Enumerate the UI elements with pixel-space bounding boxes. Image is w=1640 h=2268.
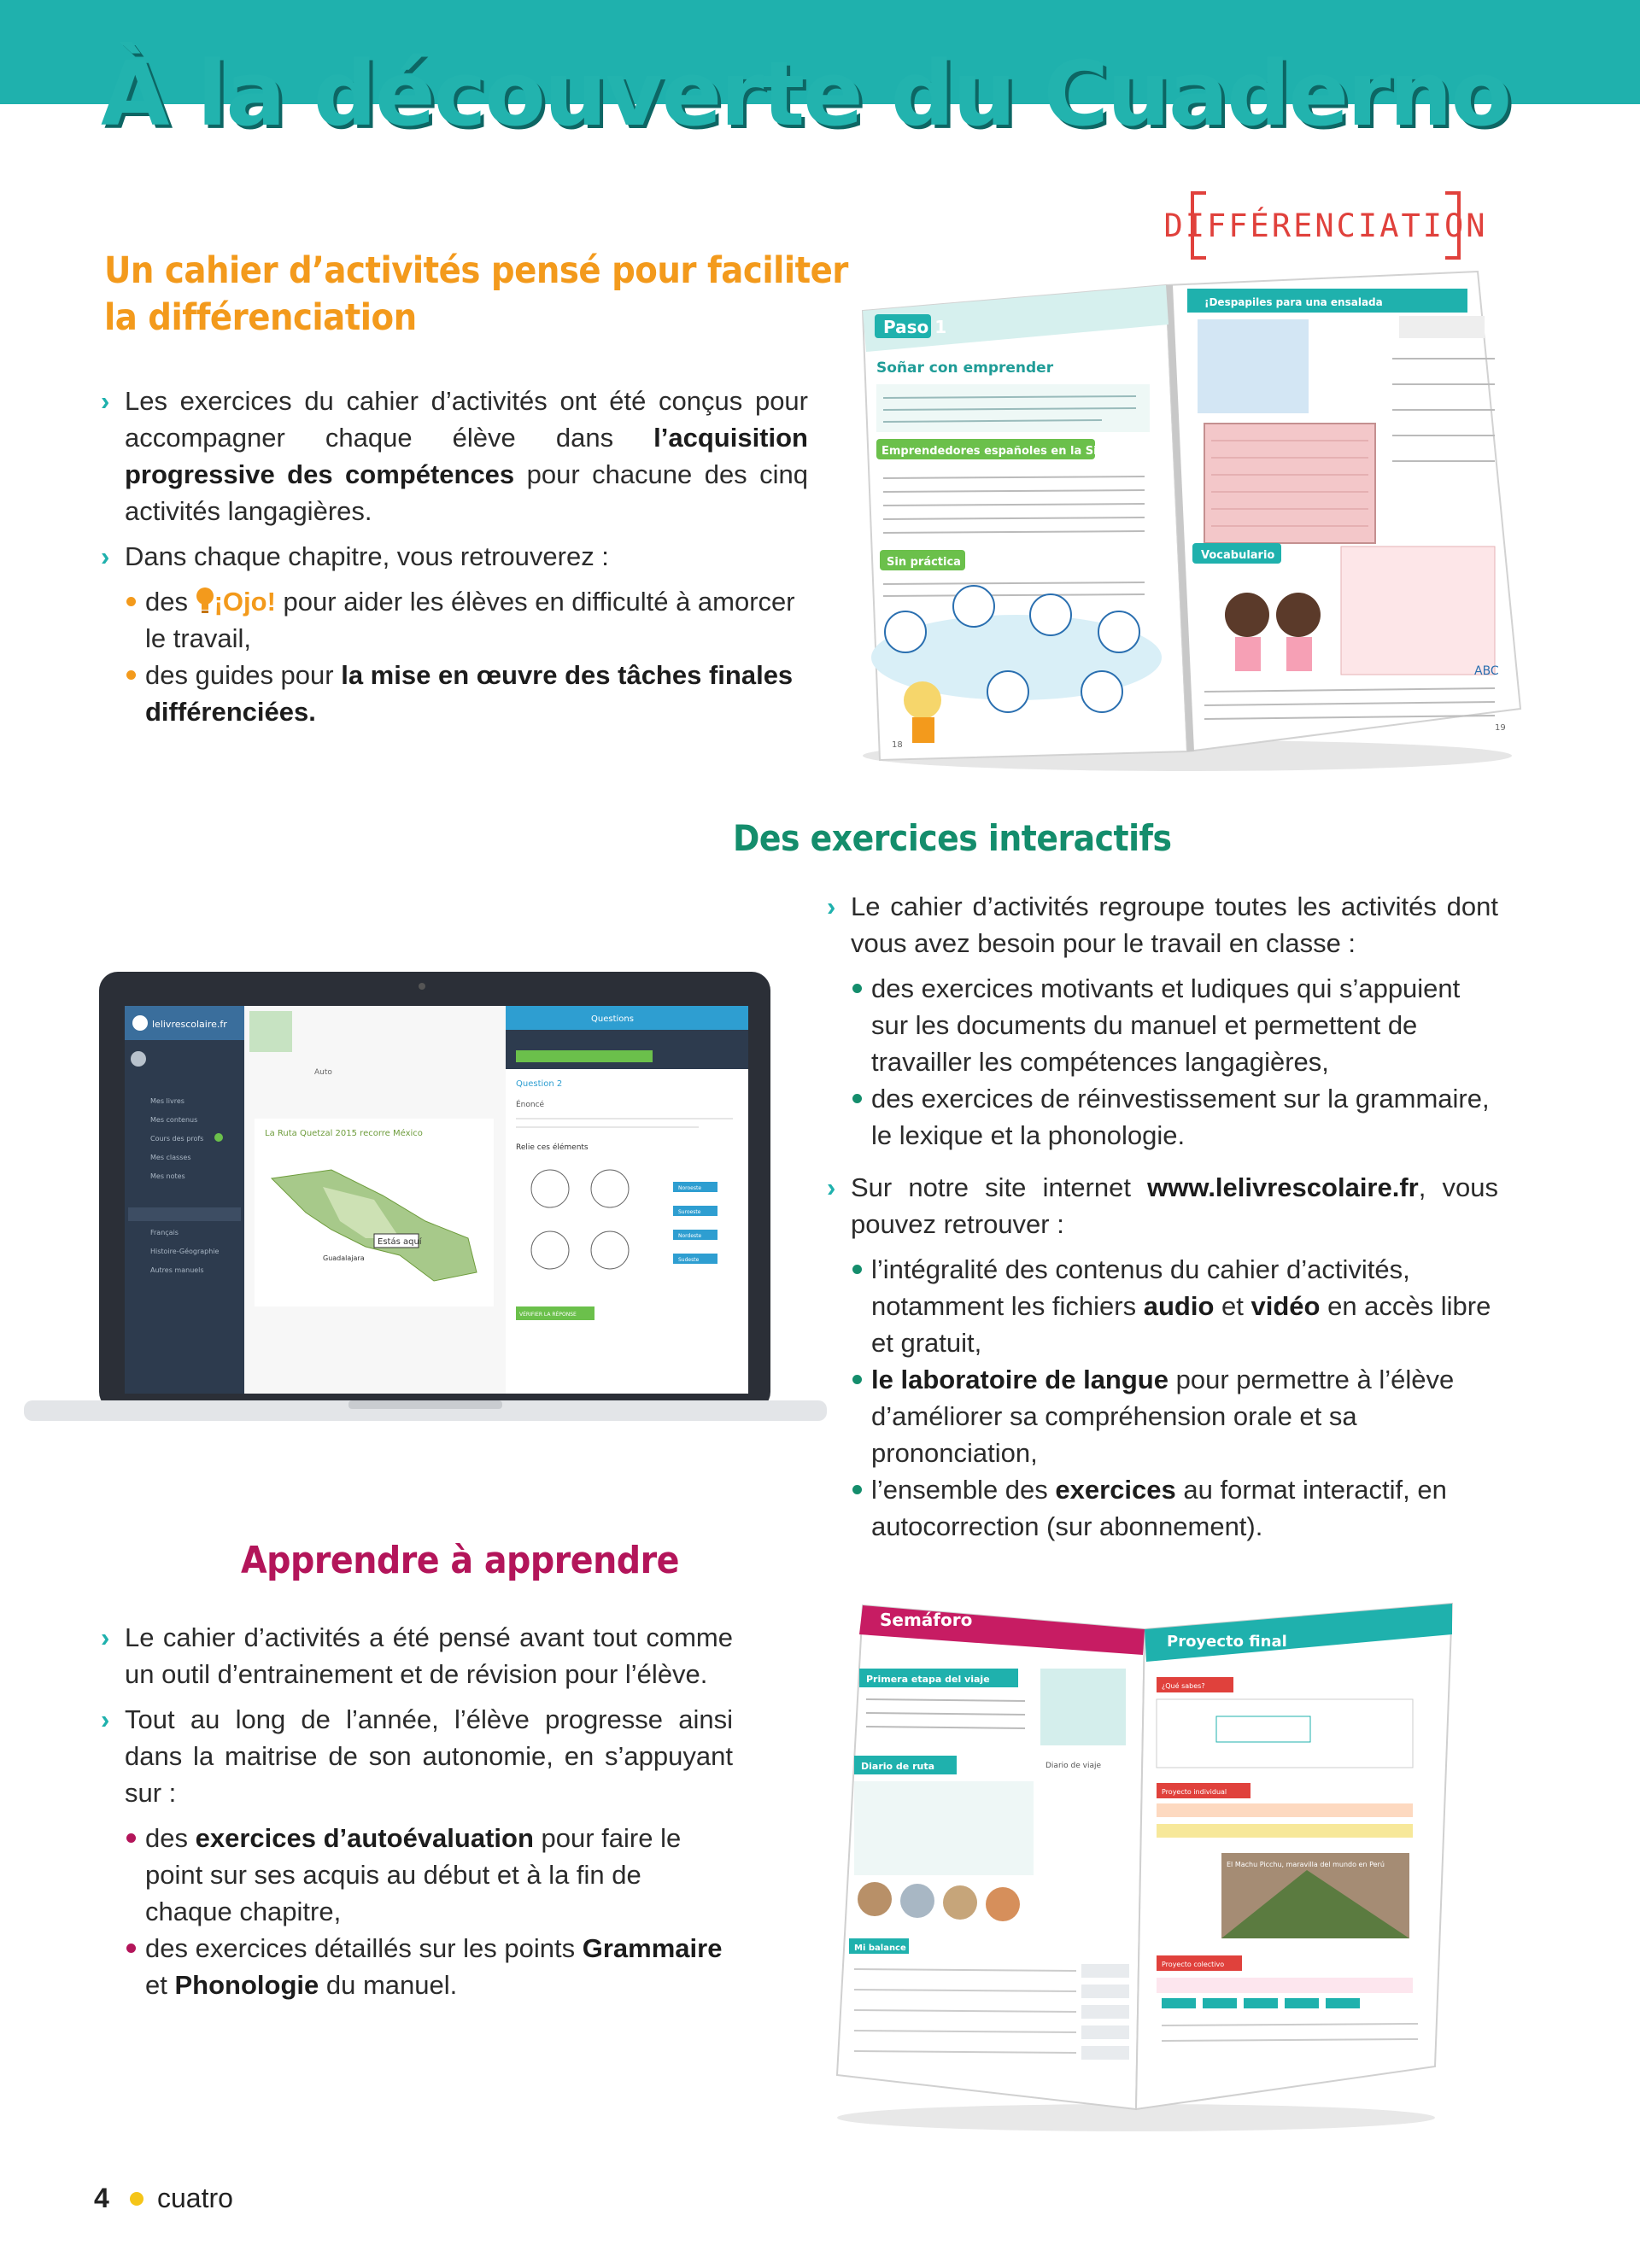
questions-panel-title: Questions (591, 1014, 634, 1024)
section2-bullet-5: l’ensemble des exercices au format interactif, en autocorrection (sur abonnement). (827, 1471, 1498, 1545)
map-marker-label: Estás aquí (378, 1237, 422, 1247)
chevron-icon: › (101, 1622, 110, 1652)
workbook-image-2 (829, 1588, 1461, 2135)
question-instruction: Relie ces éléments (516, 1143, 589, 1152)
answer-option-label: Nordeste (678, 1233, 702, 1239)
chevron-icon: › (101, 1704, 110, 1734)
bracket-left (1191, 191, 1206, 260)
proyecto-final-label: Proyecto final (1167, 1633, 1287, 1651)
book2-label-a: ¿Qué sabes? (1162, 1682, 1205, 1690)
page-number-word: cuatro (157, 2183, 233, 2213)
sidebar-item[interactable]: Mes classes (150, 1154, 191, 1161)
balance-label: Mi balance (854, 1944, 906, 1953)
paso-label: Paso 1 (883, 317, 947, 337)
section2-paragraph-1: › Le cahier d’activités regroupe toutes les activités dont vous avez besoin pour le travail en classe : (827, 888, 1498, 962)
map-title: La Ruta Quetzal 2015 recorre México (265, 1129, 423, 1138)
book2-label-diary: Diario de viaje (1046, 1762, 1102, 1770)
section2-title: Des exercices interactifs (733, 817, 1172, 859)
book1-subtitle: Soñar con emprender (876, 359, 1054, 377)
semaforo-label: Semáforo (880, 1610, 973, 1630)
chevron-icon: › (101, 386, 110, 416)
workbook-image-1 (846, 265, 1529, 777)
section1-title-line2: la différenciation (104, 296, 417, 340)
section2-bullet-3: l’intégralité des contenus du cahier d’activités, notamment les fichiers audio et vidéo en accès libre et gratuit, (827, 1251, 1498, 1361)
book1-section-4: Vocabulario (1201, 549, 1275, 562)
book1-section-2: Sin práctica (887, 556, 961, 569)
chevron-icon: › (827, 891, 836, 921)
map-city: Guadalajara (323, 1254, 365, 1262)
section1-bullet-2: des guides pour la mise en œuvre des tâches finales différenciées. (101, 657, 808, 730)
book1-page-left: 18 (892, 740, 903, 750)
section3-bullet-1: des exercices d’autoévaluation pour faire le point sur ses acquis au début et à la fin de chaque chapitre, (101, 1820, 733, 1930)
sidebar-item[interactable]: Histoire-Géographie (150, 1248, 220, 1255)
bullet-dot (126, 1944, 136, 1953)
page-number: 4 (94, 2183, 109, 2213)
answer-option-label: Noroeste (678, 1185, 702, 1191)
differenciation-badge: DIFFÉRENCIATION (1191, 191, 1461, 260)
answer-option-label: Suroeste (678, 1209, 701, 1215)
sidebar-item[interactable]: Autres manuels (150, 1266, 204, 1274)
bullet-dot (126, 670, 136, 680)
bullet-dot (852, 1094, 862, 1103)
page-title: À la découverte du Cuaderno (101, 42, 1510, 146)
question-number: Question 2 (516, 1079, 563, 1089)
section1-body (101, 383, 808, 730)
section1-paragraph-1: › Les exercices du cahier d’activités ont été conçus pour accompagner chaque élève dans l’acquisition progressive des compétences pour chacune des cinq activités langagières. (101, 383, 808, 529)
footer-dot (130, 2192, 144, 2206)
bullet-dot (852, 1265, 862, 1274)
section2-body (827, 888, 1498, 1545)
chevron-icon: › (101, 541, 110, 571)
book1-section-1: Emprendedores españoles en la Silicon Valley (882, 445, 1169, 458)
chevron-icon: › (827, 1172, 836, 1202)
zoom-select[interactable]: Auto (314, 1068, 332, 1077)
laptop-illustration (24, 965, 827, 1435)
bracket-right (1445, 191, 1461, 260)
bullet-dot (126, 1833, 136, 1843)
question-statement-label: Énoncé (516, 1101, 545, 1109)
verify-button-label: VÉRIFIER LA RÉPONSE (519, 1312, 577, 1318)
laptop-brand: lelivrescolaire.fr (152, 1019, 227, 1030)
sidebar-item[interactable]: Mes livres (150, 1097, 184, 1105)
section3-bullet-2: des exercices détaillés sur les points Grammaire et Phonologie du manuel. (101, 1930, 733, 2003)
sidebar-item[interactable]: Français (150, 1229, 179, 1236)
website-link[interactable]: www.lelivrescolaire.fr (1147, 1172, 1419, 1202)
ojo-label: ¡Ojo! (214, 587, 276, 617)
section2-bullet-4: le laboratoire de langue pour permettre à l’élève d’améliorer sa compréhension orale et sa prononciation, (827, 1361, 1498, 1471)
workbook-illustration-2 (829, 1588, 1461, 2135)
bullet-dot (852, 1375, 862, 1384)
sidebar-item[interactable]: Mes notes (150, 1172, 185, 1180)
section1-title (104, 248, 848, 342)
laptop-screenshot (24, 965, 827, 1435)
section2-bullet-2: des exercices de réinvestissement sur la grammaire, le lexique et la phonologie. (827, 1080, 1498, 1154)
photo-caption: El Machu Picchu, maravilla del mundo en Perú (1227, 1861, 1385, 1868)
section2-bullet-1: des exercices motivants et ludiques qui s’appuient sur les documents du manuel et permettent de travailler les compétences langagières, (827, 970, 1498, 1080)
bullet-dot (126, 597, 136, 606)
section2-paragraph-2: › Sur notre site internet www.lelivrescolaire.fr, vous pouvez retrouver : (827, 1169, 1498, 1242)
book2-label-c: Proyecto colectivo (1162, 1961, 1225, 1968)
answer-option-label: Sudeste (678, 1257, 700, 1263)
section1-bullet-1: des ¡Ojo! pour aider les élèves en difficulté à amorcer le travail, (101, 583, 808, 657)
book2-step-2: Diario de ruta (861, 1761, 935, 1772)
sidebar-item[interactable]: Cours des profs (150, 1135, 204, 1143)
workbook-illustration-1 (846, 265, 1529, 777)
book2-label-b: Proyecto individual (1162, 1788, 1227, 1796)
section3-title: Apprendre à apprendre (241, 1539, 680, 1582)
book2-step-1: Primera etapa del viaje (866, 1674, 990, 1685)
section3-body (101, 1619, 733, 2003)
lightbulb-icon (196, 587, 214, 617)
section1-title-line1: Un cahier d’activités pensé pour faciliter (104, 249, 848, 292)
section1-paragraph-2: › Dans chaque chapitre, vous retrouverez : (101, 538, 808, 575)
section3-paragraph-2: › Tout au long de l’année, l’élève progresse ainsi dans la maitrise de son autonomie, en s’appuyant sur : (101, 1701, 733, 1811)
bullet-dot (852, 984, 862, 993)
sidebar-item[interactable]: Mes contenus (150, 1116, 198, 1124)
bullet-dot (852, 1485, 862, 1494)
book1-section-3: ¡Despapiles para una ensalada (1204, 296, 1383, 308)
book1-page-right: 19 (1495, 723, 1506, 733)
abc-label: ABC (1474, 664, 1499, 678)
section3-paragraph-1: › Le cahier d’activités a été pensé avant tout comme un outil d’entrainement et de révision pour l’élève. (101, 1619, 733, 1692)
